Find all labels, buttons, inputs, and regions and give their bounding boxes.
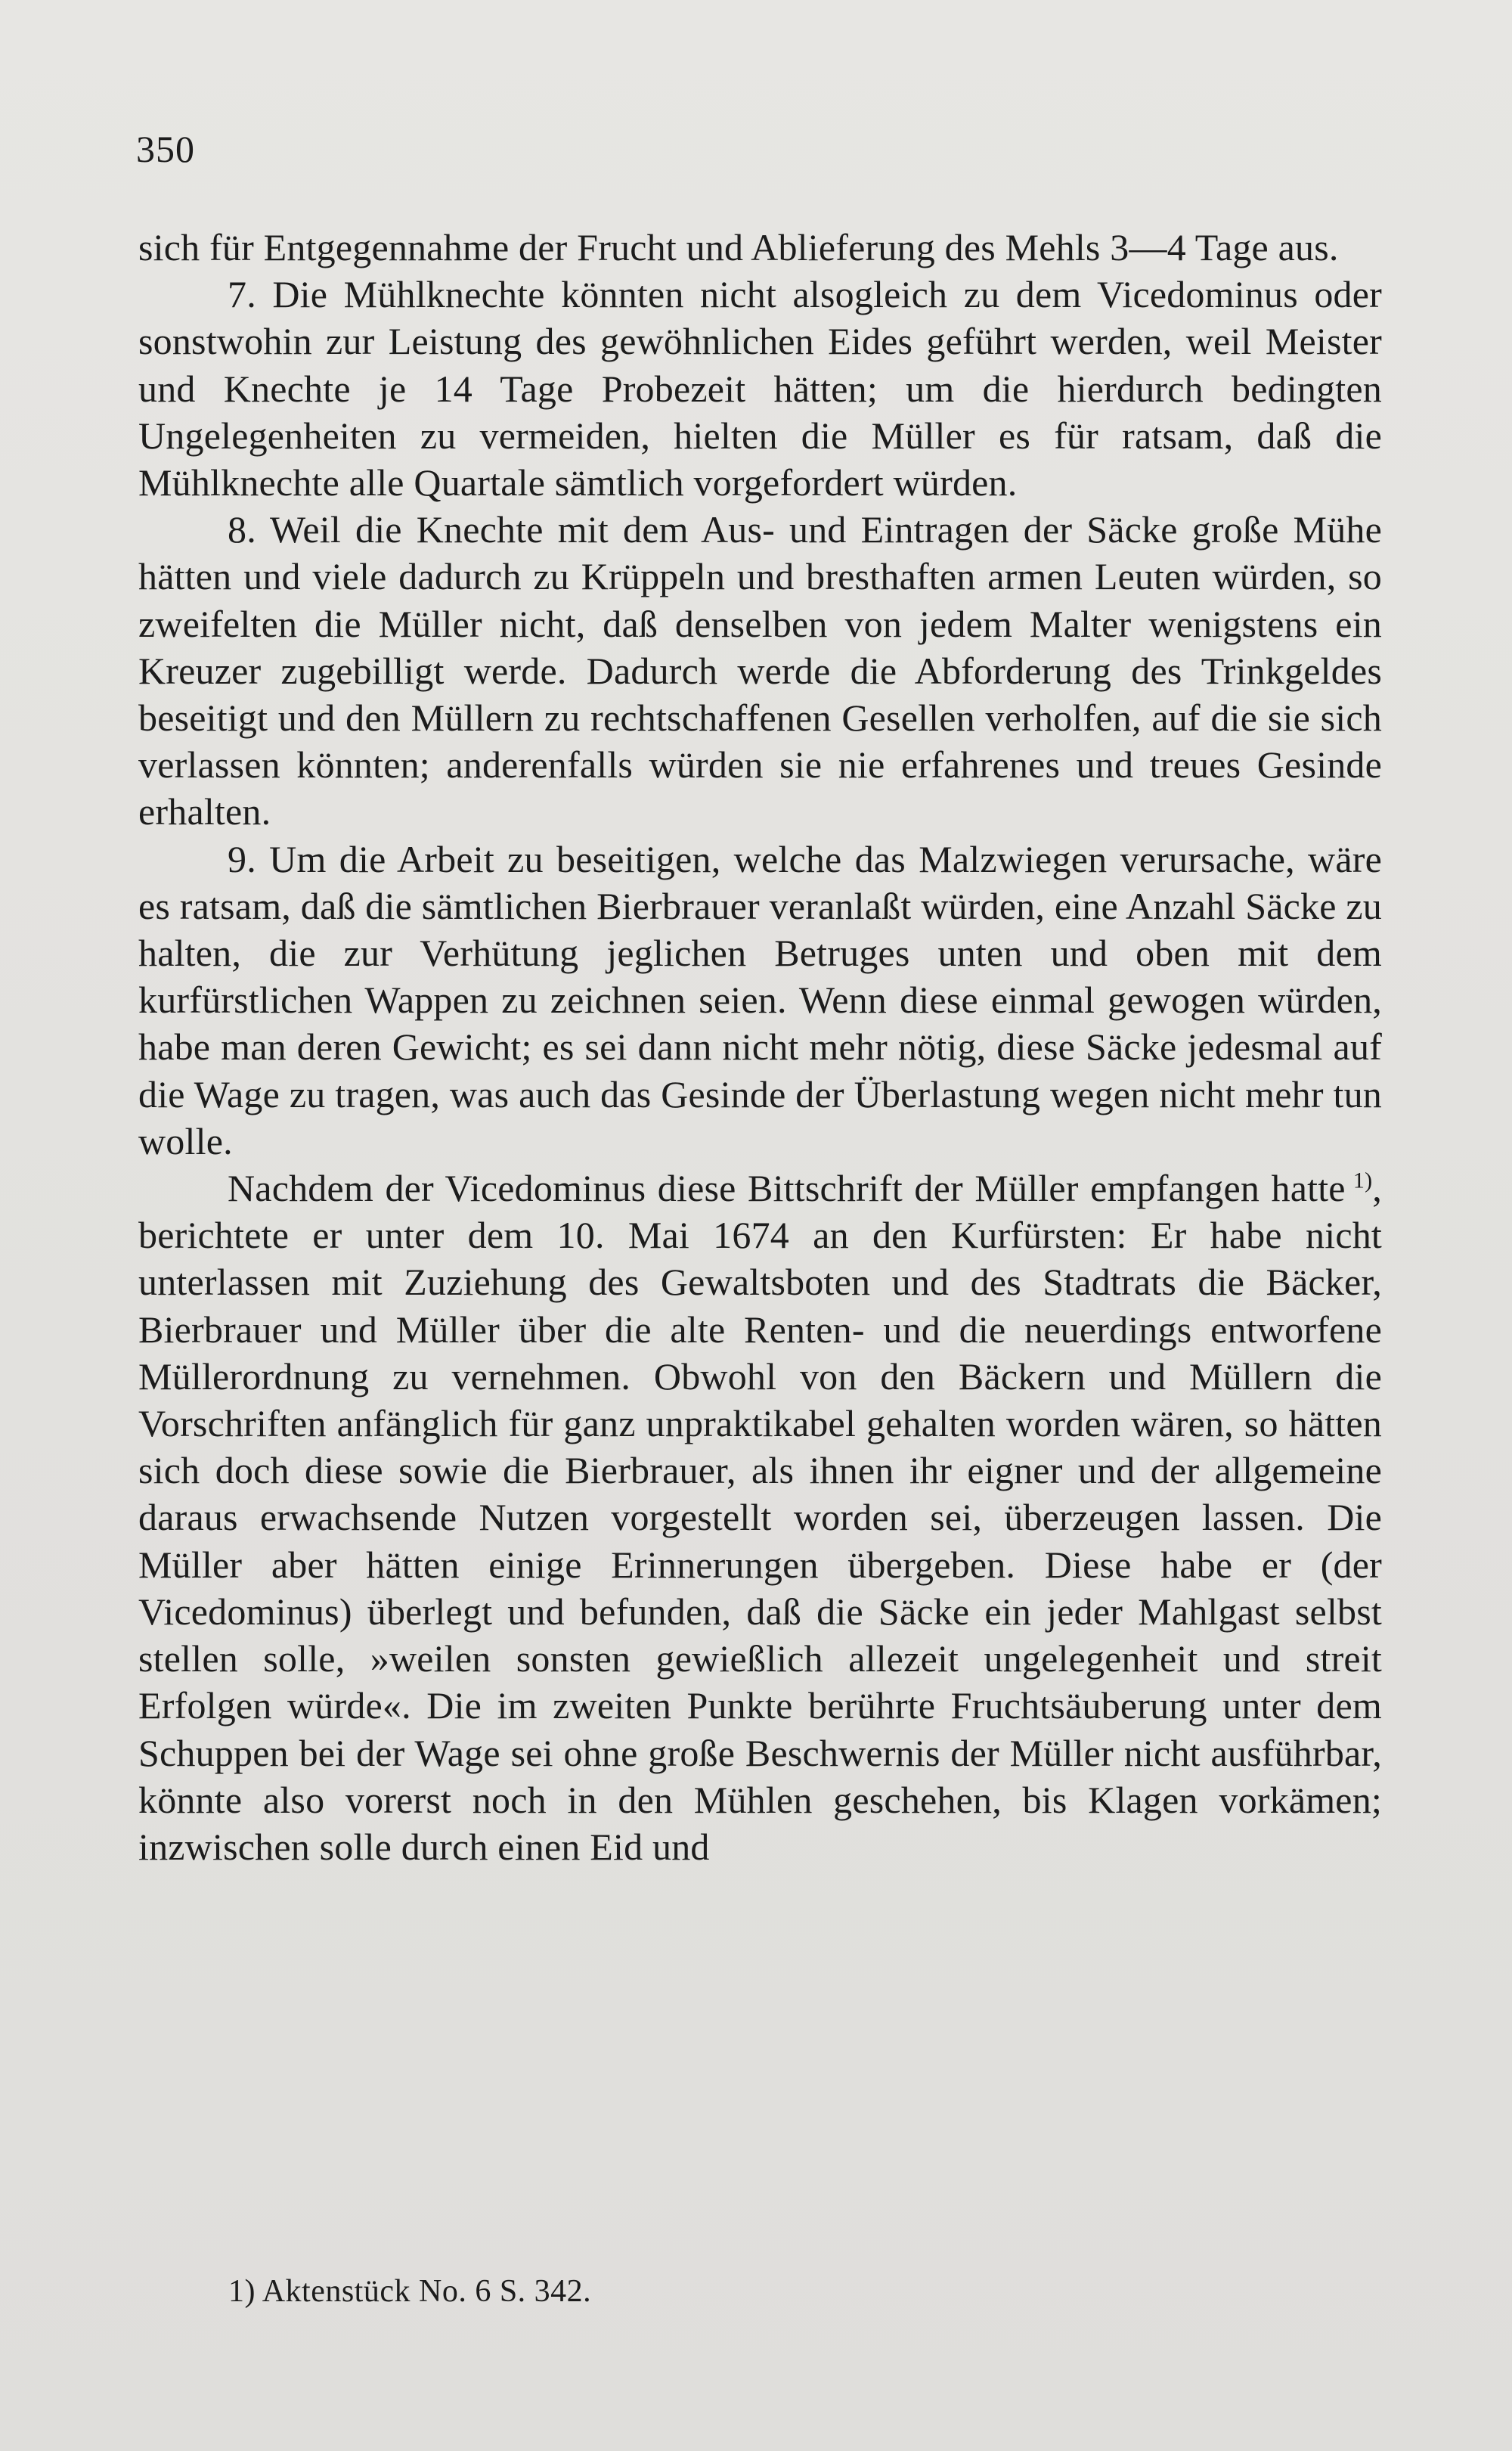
paragraph-point-7: 7. Die Mühlknechte könnten nicht alsogleich zu dem Vicedominus oder sonstwohin zur Leistung des gewöhnlichen Eides geführt werden, weil Meister und Knechte je 14 Tage Probezeit hätten; um die hierdurch bedingten Ungelegenheiten zu vermeiden, hielten die Müller es für ratsam, daß die Mühlknechte alle Quartale sämtlich vorgefordert würden. [138, 273, 1382, 504]
paragraph-point-9: 9. Um die Arbeit zu beseitigen, welche das Malzwiegen verursache, wäre es ratsam, daß die sämtlichen Bierbrauer veranlaßt würden, eine Anzahl Säcke zu halten, die zur Verhütung jeglichen Betruges unten und oben mit dem kurfürstlichen Wappen zu zeichnen seien. Wenn diese einmal gewogen würden, habe man deren Gewicht; es sei dann nicht mehr nötig, diese Säcke jedesmal auf die Wage zu tragen, was auch das Gesinde der Überlastung wegen nicht mehr tun wolle. [138, 837, 1382, 1162]
footnote [228, 2273, 591, 2310]
report-text-after-note: , berichtete er unter dem 10. Mai 1674 an den Kurfürsten: Er habe nicht unterlassen mit Zuziehung des Gewaltsboten und des Stadtrats die Bäcker, Bierbrauer und Müller über die alte Renten- und die neuerdings entworfene Müllerordnung zu vernehmen. Obwohl von den Bäckern und Müllern die Vorschriften anfänglich für ganz unpraktikabel gehalten worden wären, so hätten sich doch diese sowie die Bierbrauer, als ihnen ihr eigner und der allgemeine daraus erwachsende Nutzen vorgestellt worden sei, überzeugen lassen. Die Müller aber hätten einige Erinnerungen übergeben. Diese habe er (der Vicedominus) überlegt und befunden, daß die Säcke ein jeder Mahlgast selbst stellen solle, »weilen sonsten gewießlich allezeit ungelegenheit und streit Erfolgen würde«. Die im zweiten Punkte berührte Fruchtsäuberung unter dem Schuppen bei der Wage sei ohne große Beschwernis der Müller nicht ausführbar, könnte also vorerst noch in den Mühlen geschehen, bis Klagen vorkämen; inzwischen solle durch einen Eid und [138, 1167, 1382, 1868]
body-text [138, 224, 1382, 1870]
page-number: 350 [136, 128, 195, 170]
paragraph-point-8: 8. Weil die Knechte mit dem Aus- und Eintragen der Säcke große Mühe hätten und viele dadurch zu Krüppeln und bresthaften armen Leuten würden, so zweifelten die Müller nicht, daß denselben von jedem Malter wenigstens ein Kreuzer zugebilligt werde. Dadurch werde die Abforderung des Trinkgeldes beseitigt und den Müllern zu rechtschaffenen Gesellen verholfen, auf die sie sich verlassen könnten; anderenfalls würden sie nie erfahrenes und treues Gesinde erhalten. [138, 508, 1382, 833]
paragraph-vicedominus-report [138, 1165, 1382, 1870]
report-text-before-note: Nachdem der Vicedominus diese Bittschrift der Müller empfangen hatte [228, 1167, 1346, 1210]
footnote-number: 1) [228, 2274, 256, 2309]
footnote-reference: 1) [1352, 1168, 1373, 1193]
paragraph-continuation: sich für Entgegennahme der Frucht und Ablieferung des Mehls 3—4 Tage aus. [138, 226, 1339, 268]
footnote-text: Aktenstück No. 6 S. 342. [262, 2274, 592, 2309]
